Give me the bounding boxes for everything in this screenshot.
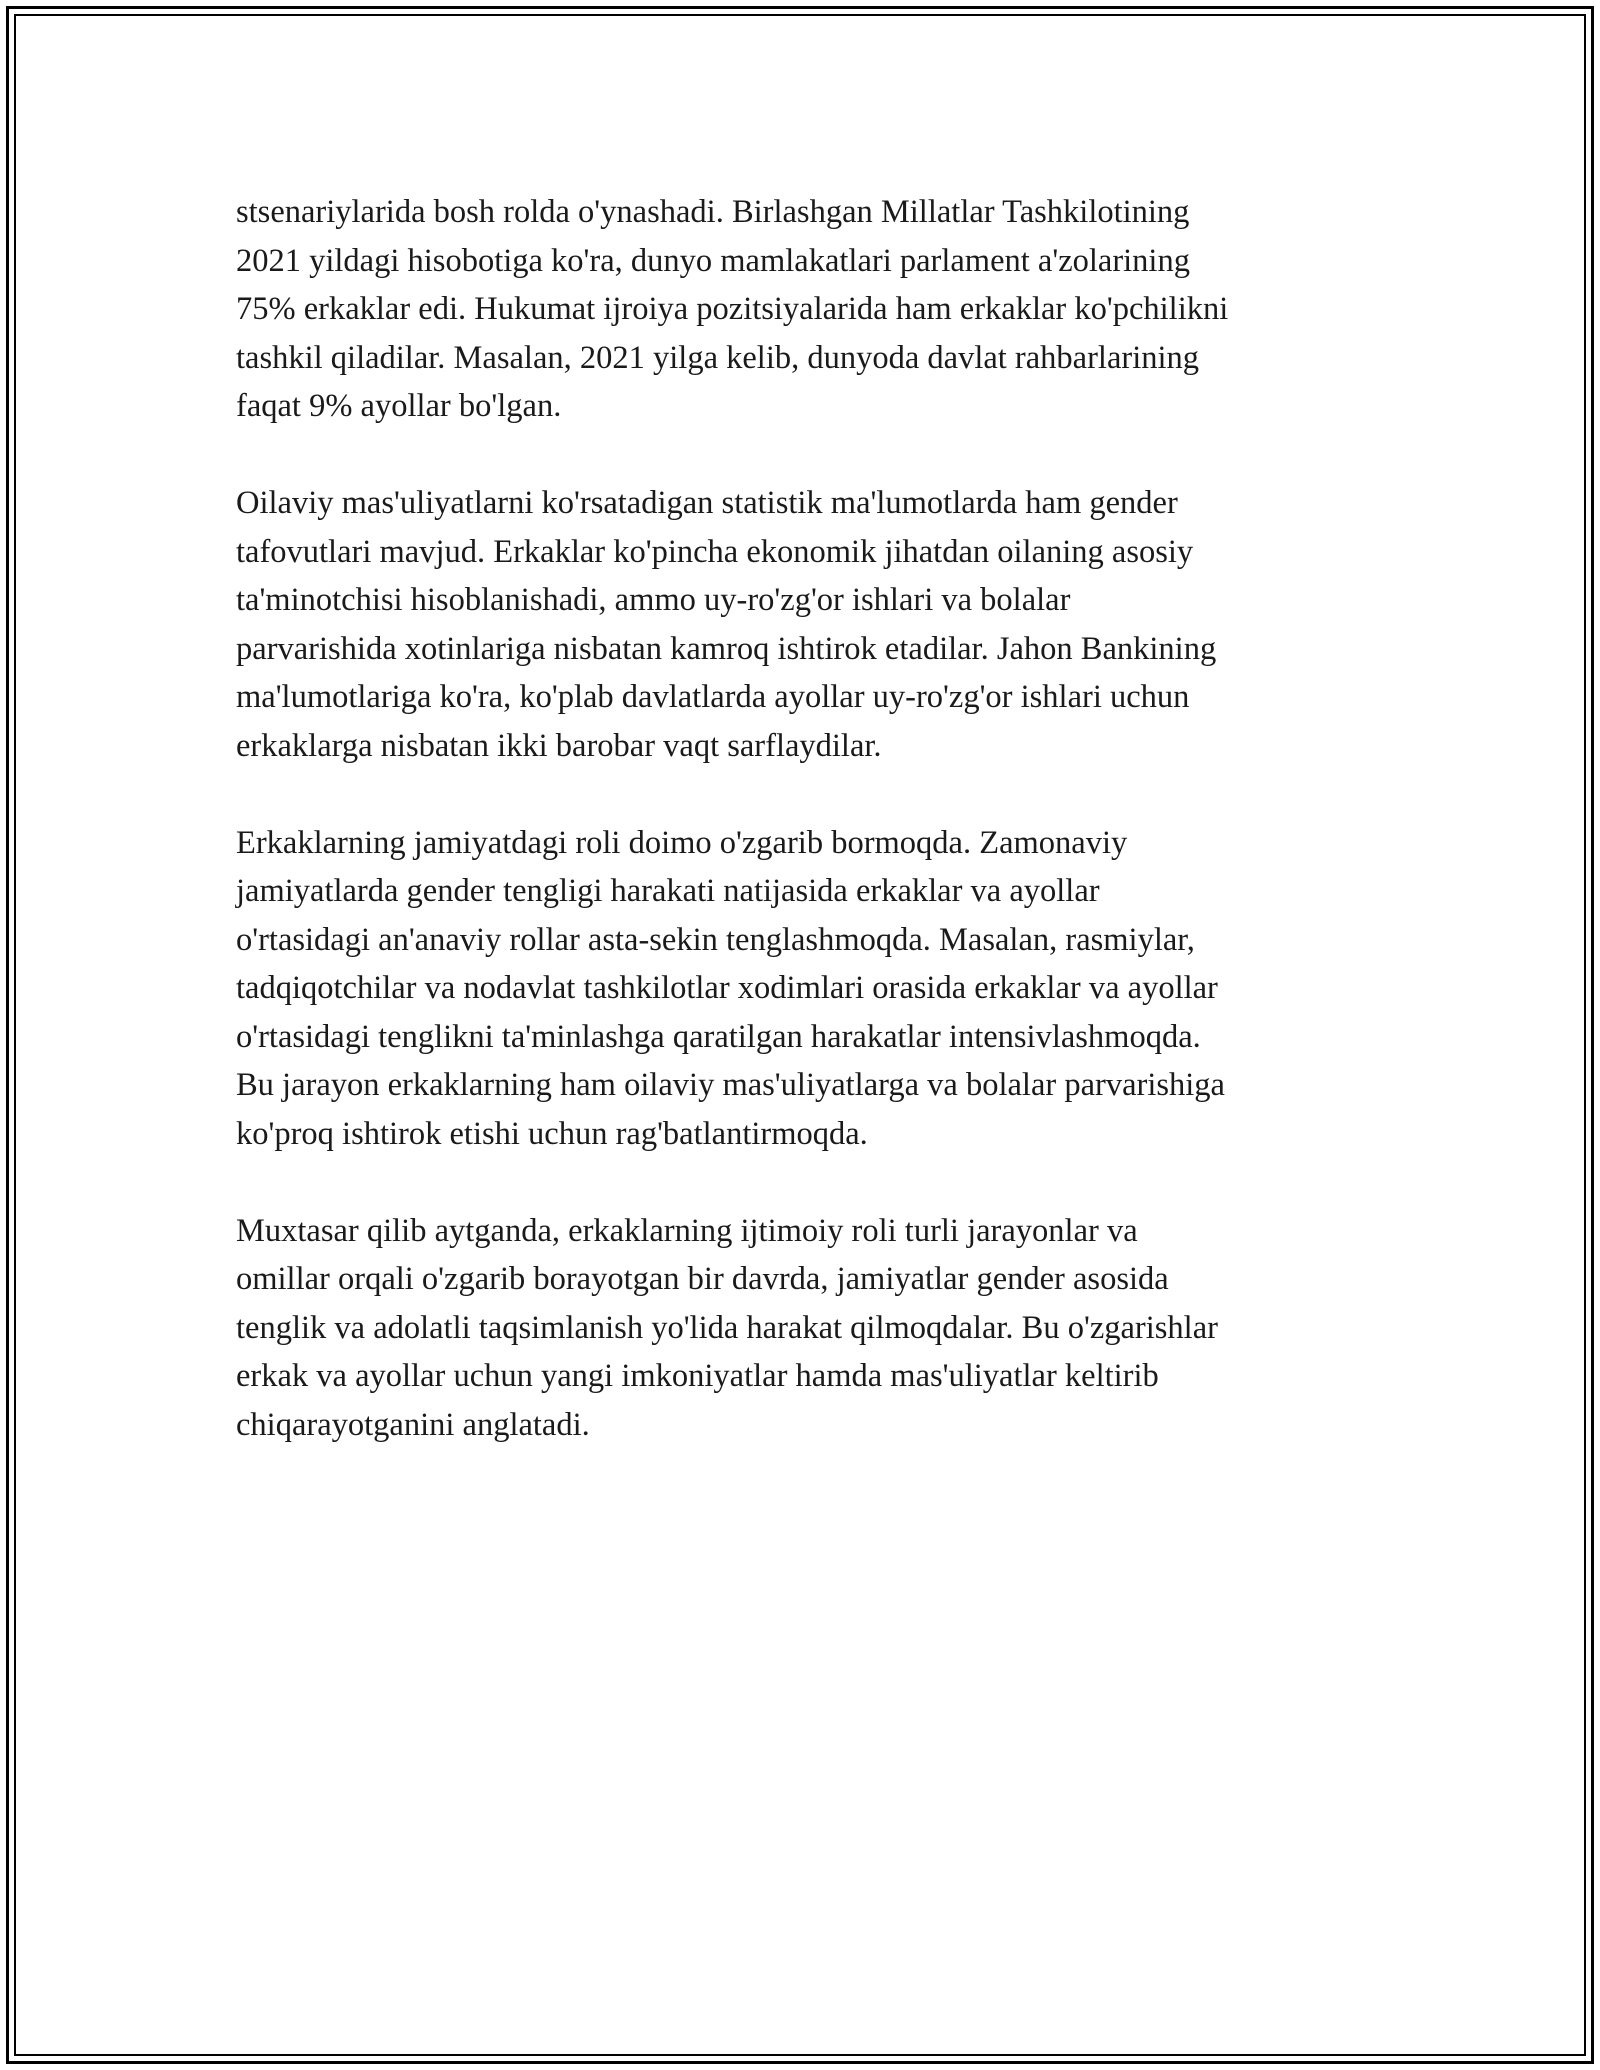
- paragraph-3: Erkaklarning jamiyatdagi roli doimo o'zgarib bormoqda. Zamonaviy jamiyatlarda gender tengligi harakati natijasida erkaklar va ayollar o'rtasidagi an'anaviy rollar asta-sekin tenglashmoqda. Masalan, rasmiylar, tadqiqotchilar va nodavlat tashkilotlar xodimlari orasida erkaklar va ayollar o'rtasidagi tenglikni ta'minlashga qaratilgan harakatlar intensivlashmoqda. Bu jarayon erkaklarning ham oilaviy mas'uliyatlarga va bolalar parvarishiga ko'proq ishtirok etishi uchun rag'batlantirmoqda.: [236, 824, 1225, 1152]
- paragraph-4: Muxtasar qilib aytganda, erkaklarning ijtimoiy roli turli jarayonlar va omillar orqali o'zgarib borayotgan bir davrda, jamiyatlar gender asosida tenglik va adolatli taqsimlanish yo'lida harakat qilmoqdalar. Bu o'zgarishlar erkak va ayollar uchun yangi imkoniyatlar hamda mas'uliyatlar keltirib chiqarayotganini anglatadi.: [236, 1212, 1218, 1443]
- paragraph-1: stsenariylarida bosh rolda o'ynashadi. Birlashgan Millatlar Tashkilotining 2021 yildagi hisobotiga ko'ra, dunyo mamlakatlari parlament a'zolarining 75% erkaklar edi. Hukumat ijroiya pozitsiyalarida ham erkaklar ko'pchilikni tashkil qiladilar. Masalan, 2021 yilga kelib, dunyoda davlat rahbarlarining faqat 9% ayollar bo'lgan.: [236, 194, 1229, 424]
- paragraph-2: Oilaviy mas'uliyatlarni ko'rsatadigan statistik ma'lumotlarda ham gender tafovutlari mavjud. Erkaklar ko'pincha ekonomik jihatdan oilaning asosiy ta'minotchisi hisoblanishadi, ammo uy-ro'zg'or ishlari va bolalar parvarishida xotinlariga nisbatan kamroq ishtirok etadilar. Jahon Bankining ma'lumotlariga ko'ra, ko'plab davlatlarda ayollar uy-ro'zg'or ishlari uchun erkaklarga nisbatan ikki barobar vaqt sarflaydilar.: [236, 485, 1217, 764]
- document-body: [236, 188, 1366, 1498]
